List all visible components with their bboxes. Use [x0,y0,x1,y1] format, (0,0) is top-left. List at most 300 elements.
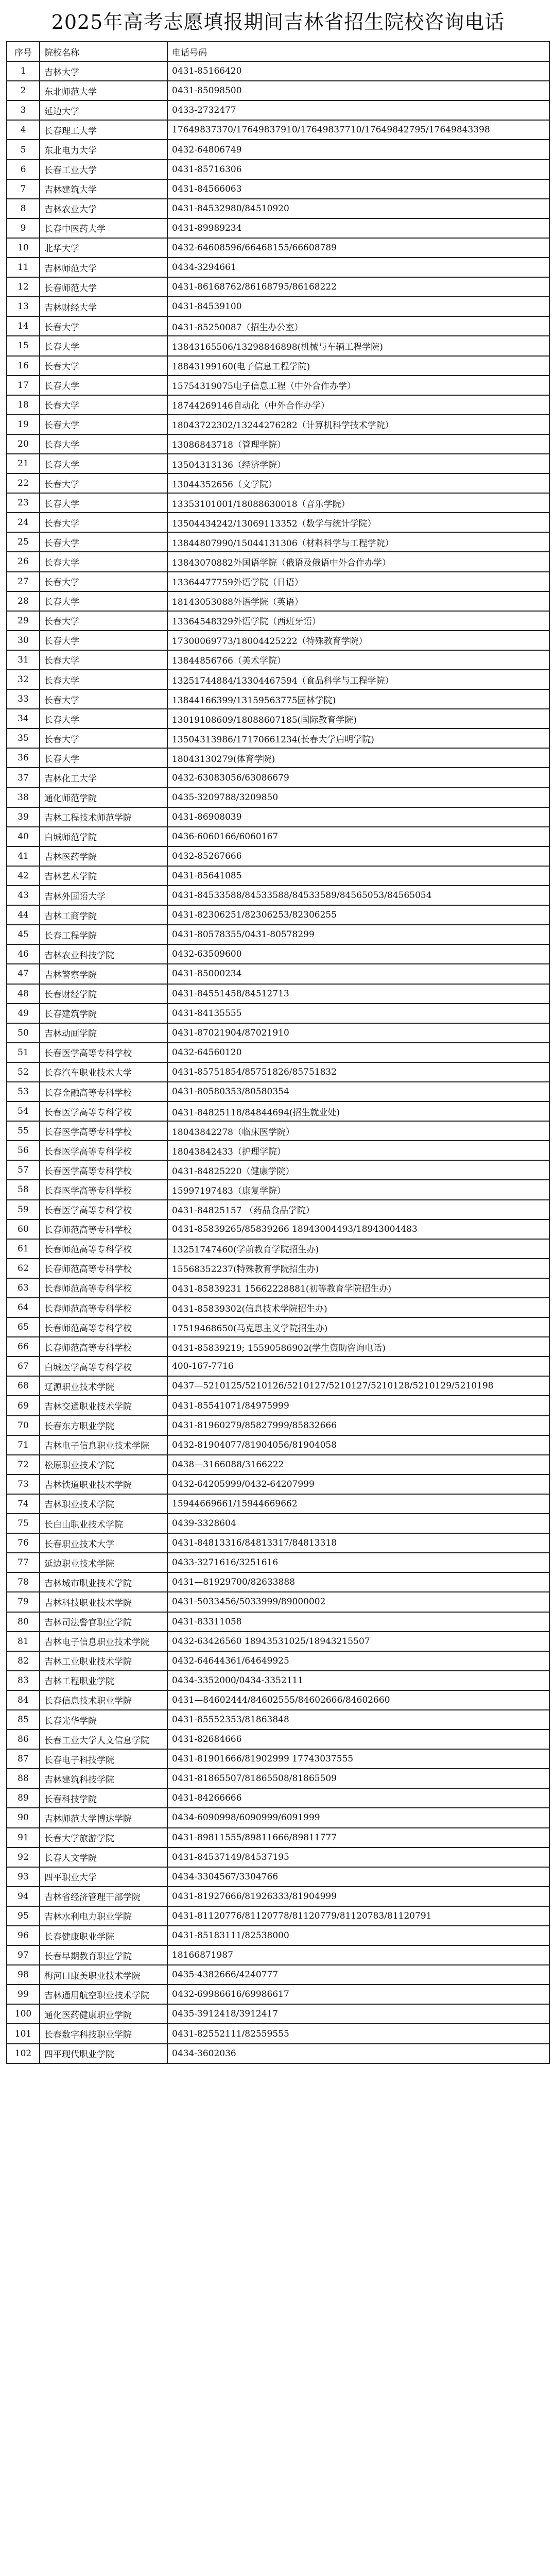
phone-number: 0431-81865507/81865508/81865509 [167,1769,549,1788]
row-no: 28 [7,591,40,611]
row-no: 101 [7,2024,40,2043]
phone-number: 15568352237(特殊教育学院招生办) [167,1259,549,1278]
row-no: 55 [7,1121,40,1141]
school-name: 长春大学 [40,376,167,395]
phone-number: 13843165506/13298846898(机械与车辆工程学院) [167,336,549,355]
phone-number: 0431-81120776/81120778/81120779/81120783/81120791 [167,1906,549,1926]
row-no: 85 [7,1710,40,1730]
school-name: 长春医学高等专科学校 [40,1160,167,1180]
table-row [7,120,549,140]
table-row [7,1749,549,1769]
phone-number: 17649837370/17649837910/17649837710/17649842795/17649843398 [167,120,549,140]
school-name: 四平职业大学 [40,1867,167,1887]
school-name: 长春人文学院 [40,1848,167,1867]
phone-number: 0438—3166088/3166222 [167,1455,549,1475]
table-row [7,1396,549,1415]
row-no: 23 [7,493,40,513]
table-row [7,846,549,866]
row-no: 1 [7,61,40,81]
row-no: 99 [7,1985,40,2004]
phone-number: 0431-84551458/84512713 [167,984,549,1004]
table-row [7,513,549,532]
school-name: 长春大学 [40,552,167,571]
table-row [7,1435,549,1455]
table-row [7,1121,549,1141]
school-name: 吉林工业职业技术学院 [40,1651,167,1671]
row-no: 76 [7,1533,40,1553]
school-name: 长春大学 [40,513,167,532]
school-name: 长春早期教育职业学院 [40,1945,167,1965]
contact-table [6,41,550,2064]
row-no: 43 [7,886,40,905]
phone-number: 0431-84537149/84537195 [167,1848,549,1867]
table-row [7,2044,549,2063]
table-row [7,1887,549,1906]
row-no: 96 [7,1926,40,1945]
phone-number: 0431-85839231 15662228881(初等教育学院招生办) [167,1278,549,1298]
row-no: 65 [7,1317,40,1337]
row-no: 84 [7,1690,40,1710]
table-row [7,297,549,316]
phone-number: 13044352656（文学院） [167,473,549,493]
school-name: 东北师范大学 [40,81,167,100]
row-no: 80 [7,1612,40,1632]
school-name: 吉林财经大学 [40,297,167,316]
row-no: 16 [7,356,40,376]
phone-number: 18043130279(体育学院) [167,748,549,768]
table-row [7,1180,549,1199]
row-no: 62 [7,1259,40,1278]
table-row [7,748,549,768]
row-no: 39 [7,807,40,827]
school-name: 辽源职业技术学院 [40,1376,167,1396]
school-name: 长春建筑学院 [40,1004,167,1023]
phone-number: 0431-84135555 [167,1004,549,1023]
phone-number: 0437—5210125/5210126/5210127/5210127/5210128/5210129/5210198 [167,1376,549,1396]
phone-number: 13086843718（管理学院） [167,434,549,454]
phone-number: 13251744884/13304467594（食品科学与工程学院） [167,670,549,689]
school-name: 吉林化工大学 [40,768,167,787]
row-no: 41 [7,846,40,866]
school-name: 长春工程学院 [40,925,167,944]
phone-number: 0431-83311058 [167,1612,549,1632]
phone-number: 0431-85250087（招生办公室） [167,316,549,336]
school-name: 吉林建筑科技学院 [40,1769,167,1788]
row-no: 49 [7,1004,40,1023]
school-name: 长春大学 [40,415,167,434]
school-name: 吉林水利电力职业学院 [40,1906,167,1926]
table-row [7,2024,549,2043]
phone-number: 13251747460(学前教育学院招生办) [167,1239,549,1259]
row-no: 70 [7,1416,40,1435]
table-row [7,788,549,807]
table-row [7,1690,549,1710]
phone-number: 0431-85166420 [167,61,549,81]
table-row [7,140,549,159]
phone-number: 0432-69986616/69986617 [167,1985,549,2004]
phone-number: 17300069773/18004425222（特殊教育学院） [167,631,549,650]
phone-number: 0432-63509600 [167,944,549,964]
school-name: 长春师范高等专科学校 [40,1298,167,1317]
phone-number: 0431-84532980/84510920 [167,199,549,218]
school-name: 梅河口康美职业技术学院 [40,1965,167,1985]
table-row [7,376,549,395]
school-name: 吉林通用航空职业技术学院 [40,1985,167,2004]
table-row [7,1082,549,1101]
row-no: 30 [7,631,40,650]
row-no: 102 [7,2044,40,2063]
school-name: 吉林艺术学院 [40,866,167,886]
table-row [7,1632,549,1651]
phone-number: 0434-6090998/6090999/6091999 [167,1808,549,1827]
table-row [7,258,549,277]
row-no: 4 [7,120,40,140]
phone-number: 0435-3209788/3209850 [167,788,549,807]
school-name: 白城师范学院 [40,827,167,846]
table-row [7,591,549,611]
phone-number: 18744269146自动化（中外合作办学） [167,395,549,415]
table-row [7,473,549,493]
row-no: 40 [7,827,40,846]
phone-number: 13019108609/18088607185(国际教育学院) [167,709,549,728]
school-name: 长春大学 [40,611,167,631]
school-name: 延边大学 [40,100,167,120]
phone-number: 0431-89811555/89811666/89811777 [167,1828,549,1848]
table-row [7,1494,549,1514]
phone-number: 0431-81960279/85827999/85832666 [167,1416,549,1435]
row-no: 52 [7,1062,40,1082]
school-name: 白城医学高等专科学校 [40,1357,167,1376]
school-name: 长春师范高等专科学校 [40,1278,167,1298]
row-no: 7 [7,179,40,199]
table-row [7,964,549,984]
row-no: 20 [7,434,40,454]
row-no: 9 [7,218,40,238]
phone-number: 0433-3271616/3251616 [167,1553,549,1572]
table-row [7,631,549,650]
school-name: 长春大学 [40,532,167,552]
phone-number: 0431-80578355/0431-80578299 [167,925,549,944]
school-name: 长春大学 [40,709,167,728]
table-row [7,1160,549,1180]
school-name: 吉林外国语大学 [40,886,167,905]
table-row [7,1730,549,1749]
phone-number: 0431-84266666 [167,1788,549,1808]
school-name: 吉林工程技术师范学院 [40,807,167,827]
table-row [7,1023,549,1043]
phone-number: 0431-5033456/5033999/89000002 [167,1592,549,1612]
school-name: 长春师范高等专科学校 [40,1317,167,1337]
row-no: 10 [7,238,40,258]
phone-number: 13504313986/17170661234(长春大学启明学院) [167,728,549,748]
school-name: 吉林城市职业技术学院 [40,1572,167,1592]
row-no: 8 [7,199,40,218]
school-name: 长春大学 [40,591,167,611]
table-row [7,1788,549,1808]
school-name: 长春医学高等专科学校 [40,1101,167,1121]
table-row [7,1848,549,1867]
table-row [7,1200,549,1219]
table-row [7,336,549,355]
row-no: 89 [7,1788,40,1808]
phone-number: 15997197483（康复学院） [167,1180,549,1199]
school-name: 长春医学高等专科学校 [40,1180,167,1199]
table-row [7,434,549,454]
table-row [7,1671,549,1690]
row-no: 32 [7,670,40,689]
table-row [7,1926,549,1945]
row-no: 90 [7,1808,40,1827]
phone-number: 0432-63083056/63086679 [167,768,549,787]
phone-number: 0431-85552353/81863848 [167,1710,549,1730]
phone-number: 0431—84602444/84602555/84602666/84602660 [167,1690,549,1710]
table-row [7,1043,549,1062]
phone-number: 0431-84813316/84813317/84813318 [167,1533,549,1553]
table-row [7,532,549,552]
phone-number: 0432-63426560 18943531025/18943215507 [167,1632,549,1651]
school-name: 通化师范学院 [40,788,167,807]
phone-number: 0435-3912418/3912417 [167,2004,549,2024]
row-no: 22 [7,473,40,493]
row-no: 34 [7,709,40,728]
phone-number: 0434-3602036 [167,2044,549,2063]
phone-number: 15944669661/15944669662 [167,1494,549,1514]
school-name: 长春大学 [40,748,167,768]
row-no: 44 [7,905,40,925]
phone-number: 13364548329外语学院（西班牙语） [167,611,549,631]
table-row [7,238,549,258]
school-name: 松原职业技术学院 [40,1455,167,1475]
row-no: 21 [7,454,40,473]
phone-number: 13844856766（美术学院） [167,650,549,670]
table-row [7,1416,549,1435]
table-row [7,552,549,571]
table-row [7,1985,549,2004]
phone-number: 0432-85267666 [167,846,549,866]
school-name: 长春师范高等专科学校 [40,1239,167,1259]
row-no: 14 [7,316,40,336]
row-no: 36 [7,748,40,768]
table-row [7,1141,549,1160]
phone-number: 13843070882外国语学院（俄语及俄语中外合作办学） [167,552,549,571]
school-name: 吉林建筑大学 [40,179,167,199]
phone-number: 18043722302/13244276282（计算机科学技术学院） [167,415,549,434]
table-row [7,984,549,1004]
row-no: 26 [7,552,40,571]
phone-number: 0431-86168762/86168795/86168222 [167,277,549,297]
school-name: 吉林司法警官职业学院 [40,1612,167,1632]
row-no: 83 [7,1671,40,1690]
row-no: 98 [7,1965,40,1985]
table-row [7,218,549,238]
school-name: 长春大学 [40,434,167,454]
school-name: 长春大学 [40,670,167,689]
school-name: 长春电子科技学院 [40,1749,167,1769]
row-no: 92 [7,1848,40,1867]
row-no: 95 [7,1906,40,1926]
school-name: 长春金融高等专科学校 [40,1082,167,1101]
table-row [7,905,549,925]
row-no: 11 [7,258,40,277]
phone-number: 17519468650(马克思主义学院招生办) [167,1317,549,1337]
school-name: 长白山职业技术学院 [40,1514,167,1533]
row-no: 13 [7,297,40,316]
phone-number: 18043842278（临床医学院） [167,1121,549,1141]
row-no: 82 [7,1651,40,1671]
row-no: 47 [7,964,40,984]
phone-number: 0431-82306251/82306253/82306255 [167,905,549,925]
row-no: 59 [7,1200,40,1219]
phone-number: 0432-64806749 [167,140,549,159]
school-name: 长春大学 [40,473,167,493]
school-name: 吉林农业科技学院 [40,944,167,964]
table-row [7,670,549,689]
table-row [7,179,549,199]
phone-number: 18166871987 [167,1945,549,1965]
school-name: 北华大学 [40,238,167,258]
table-row [7,1906,549,1926]
table-row [7,1612,549,1632]
header-no: 序号 [7,42,40,61]
table-row [7,61,549,81]
row-no: 97 [7,1945,40,1965]
table-row [7,1219,549,1239]
phone-number: 0431-84533588/84533588/84533589/84565053/84565054 [167,886,549,905]
school-name: 吉林农业大学 [40,199,167,218]
row-no: 6 [7,160,40,179]
table-row [7,572,549,591]
school-name: 长春汽车职业技术大学 [40,1062,167,1082]
phone-number: 0431-85716306 [167,160,549,179]
phone-number: 0431-85751854/85751826/85751832 [167,1062,549,1082]
school-name: 长春医学高等专科学校 [40,1141,167,1160]
school-name: 长春师范高等专科学校 [40,1259,167,1278]
phone-number: 13504434242/13069113352（数学与统计学院） [167,513,549,532]
phone-number: 18143053088外语学院（英语） [167,591,549,611]
school-name: 东北电力大学 [40,140,167,159]
school-name: 通化医药健康职业学院 [40,2004,167,2024]
phone-number: 0431-84539100 [167,297,549,316]
row-no: 78 [7,1572,40,1592]
school-name: 延边职业技术学院 [40,1553,167,1572]
table-row [7,1651,549,1671]
table-row [7,807,549,827]
row-no: 46 [7,944,40,964]
row-no: 69 [7,1396,40,1415]
phone-number: 0431-80580353/80580354 [167,1082,549,1101]
school-name: 长春光华学院 [40,1710,167,1730]
table-row [7,493,549,513]
row-no: 79 [7,1592,40,1612]
row-no: 71 [7,1435,40,1455]
school-name: 吉林警察学院 [40,964,167,984]
row-no: 19 [7,415,40,434]
table-row [7,316,549,336]
table-row [7,395,549,415]
phone-number: 0434-3294661 [167,258,549,277]
row-no: 38 [7,788,40,807]
table-row [7,1239,549,1259]
phone-number: 0431-84825220（健康学院） [167,1160,549,1180]
row-no: 42 [7,866,40,886]
phone-number: 13353101001/18088630018（音乐学院） [167,493,549,513]
school-name: 吉林医药学院 [40,846,167,866]
school-name: 吉林工程职业学院 [40,1671,167,1690]
table-row [7,160,549,179]
row-no: 2 [7,81,40,100]
school-name: 吉林师范大学博达学院 [40,1808,167,1827]
row-no: 29 [7,611,40,631]
row-no: 74 [7,1494,40,1514]
row-no: 72 [7,1455,40,1475]
phone-number: 0431-84825157 （药品食品学院） [167,1200,549,1219]
row-no: 81 [7,1632,40,1651]
phone-number: 0431-85641085 [167,866,549,886]
table-row [7,728,549,748]
table-row [7,1101,549,1121]
phone-number: 400-167-7716 [167,1357,549,1376]
phone-number: 0435-4382666/4240777 [167,1965,549,1985]
row-no: 94 [7,1887,40,1906]
school-name: 长春工业大学 [40,160,167,179]
phone-number: 13364477759外语学院（日语） [167,572,549,591]
row-no: 45 [7,925,40,944]
phone-number: 18043842433（护理学院） [167,1141,549,1160]
school-name: 吉林交通职业技术学院 [40,1396,167,1415]
school-name: 长春大学 [40,689,167,709]
school-name: 长春东方职业学院 [40,1416,167,1435]
table-row [7,689,549,709]
table-row [7,1278,549,1298]
school-name: 四平现代职业学院 [40,2044,167,2063]
table-row [7,768,549,787]
table-row [7,1357,549,1376]
table-row [7,925,549,944]
row-no: 24 [7,513,40,532]
phone-number: 0431-84566063 [167,179,549,199]
school-name: 长春中医药大学 [40,218,167,238]
table-row [7,1553,549,1572]
phone-number: 0431-82552111/82559555 [167,2024,549,2043]
row-no: 58 [7,1180,40,1199]
school-name: 长春数字科技职业学院 [40,2024,167,2043]
row-no: 56 [7,1141,40,1160]
school-name: 吉林电子信息职业技术学院 [40,1632,167,1651]
table-row [7,944,549,964]
phone-number: 0431-82684666 [167,1730,549,1749]
school-name: 长春大学 [40,650,167,670]
page-title: 2025年高考志愿填报期间吉林省招生院校咨询电话 [51,11,505,33]
table-row [7,81,549,100]
row-no: 48 [7,984,40,1004]
phone-number: 0431-85541071/84975999 [167,1396,549,1415]
table-row [7,886,549,905]
school-name: 长春财经学院 [40,984,167,1004]
row-no: 57 [7,1160,40,1180]
row-no: 63 [7,1278,40,1298]
table-row [7,1965,549,1985]
school-name: 长春信息技术职业学院 [40,1690,167,1710]
row-no: 91 [7,1828,40,1848]
school-name: 长春大学 [40,316,167,336]
phone-number: 0432-64608596/66468155/66608789 [167,238,549,258]
table-row [7,199,549,218]
row-no: 60 [7,1219,40,1239]
row-no: 31 [7,650,40,670]
phone-number: 0431-85183111/82538000 [167,1926,549,1945]
table-row [7,1828,549,1848]
row-no: 67 [7,1357,40,1376]
